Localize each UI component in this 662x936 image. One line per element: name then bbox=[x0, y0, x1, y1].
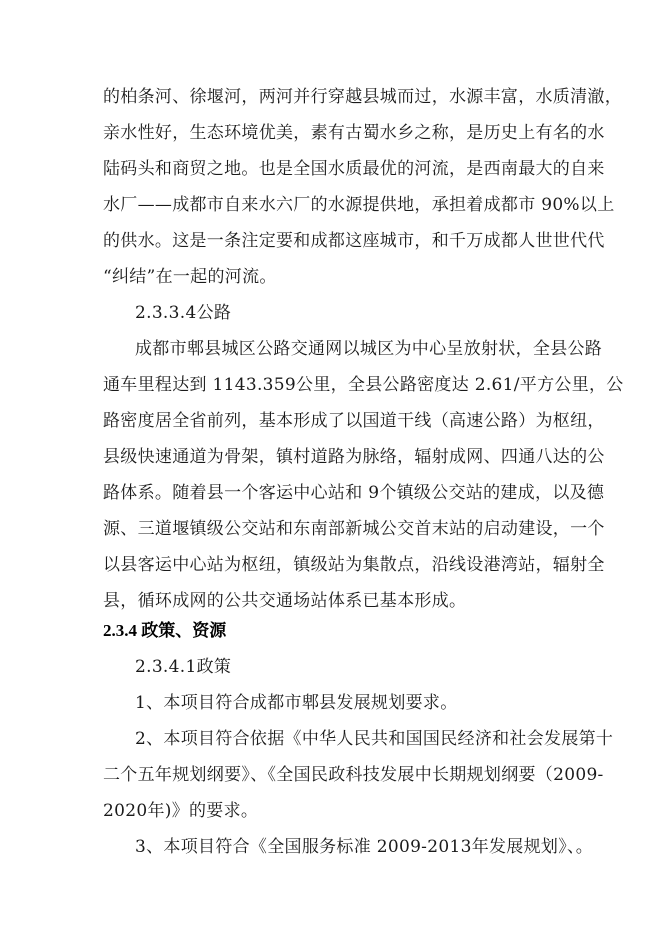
road-paragraph-line-8: 县，循环成网的公共交通场站体系已基本形成。 bbox=[103, 591, 467, 611]
policy-subsection-heading: 2.3.4.1政策 bbox=[135, 657, 232, 677]
road-paragraph-line-5: 路体系。随着县一个客运中心站和 9个镇级公交站的建成，以及德 bbox=[103, 483, 605, 503]
road-paragraph-line-3: 路密度居全省前列，基本形成了以国道干线（高速公路）为枢纽， bbox=[103, 411, 605, 431]
water-paragraph-line-1: 的柏条河、徐堰河，两河并行穿越县城而过，水源丰富，水质清澈， bbox=[103, 87, 622, 107]
water-paragraph-line-5: 的供水。这是一条注定要和成都这座城市，和千万成都人世世代代 bbox=[103, 231, 605, 251]
policy-resources-heading: 2.3.4 政策、资源 bbox=[103, 621, 227, 640]
road-paragraph-line-7: 以县客运中心站为枢纽，镇级站为集散点，沿线设港湾站，辐射全 bbox=[103, 555, 605, 575]
road-section-heading: 2.3.3.4公路 bbox=[135, 303, 232, 323]
policy-item-1: 1、本项目符合成都市郫县发展规划要求。 bbox=[135, 693, 458, 713]
road-paragraph-line-4: 县级快速通道为骨架，镇村道路为脉络，辐射成网、四通八达的公 bbox=[103, 447, 605, 467]
policy-item-3: 3、本项目符合《全国服务标准 2009-2013年发展规划》、。 bbox=[135, 837, 594, 857]
water-paragraph-line-3: 陆码头和商贸之地。也是全国水质最优的河流，是西南最大的自来 bbox=[103, 159, 605, 179]
road-paragraph-line-2: 通车里程达到 1143.359公里，全县公路密度达 2.61/平方公里，公 bbox=[103, 375, 624, 395]
water-paragraph-line-6: “纠结”在一起的河流。 bbox=[103, 267, 277, 287]
policy-item-2-line-2: 二个五年规划纲要》、《全国民政科技发展中长期规划纲要（2009- bbox=[103, 765, 604, 785]
road-paragraph-line-1: 成都市郫县城区公路交通网以城区为中心呈放射状，全县公路 bbox=[135, 339, 603, 359]
road-paragraph-line-6: 源、三道堰镇级公交站和东南部新城公交首末站的启动建设，一个 bbox=[103, 519, 605, 539]
policy-item-2-line-3: 2020年)》的要求。 bbox=[103, 801, 259, 821]
water-paragraph-line-4: 水厂——成都市自来水六厂的水源提供地，承担着成都市 90%以上 bbox=[103, 195, 615, 215]
water-paragraph-line-2: 亲水性好，生态环境优美，素有古蜀水乡之称，是历史上有名的水 bbox=[103, 123, 605, 143]
policy-item-2-line-1: 2、本项目符合依据《中华人民共和国国民经济和社会发展第十 bbox=[135, 729, 614, 749]
